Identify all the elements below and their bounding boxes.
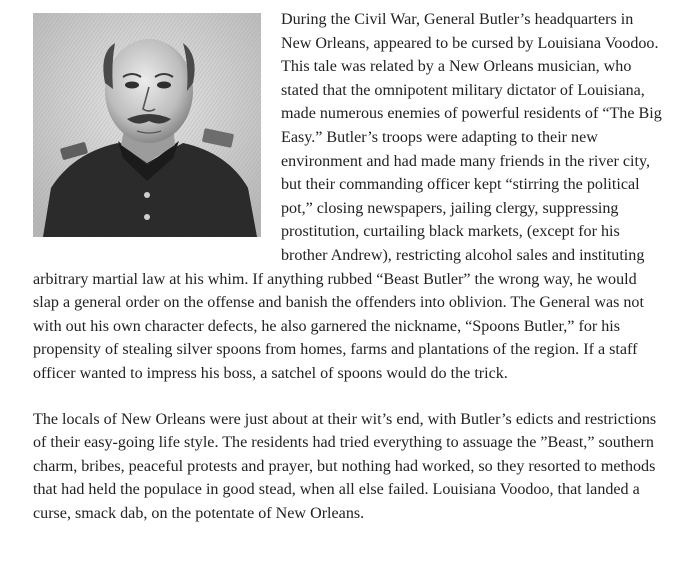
paragraph-2: The locals of New Orleans were just about at their wit’s end, with Butler’s edicts and restrictions of their easy-going life style. The residents had tried everything to assuage the ”Beast,” southern charm, bribes, peaceful protests and prayer, but nothing had worked, so they resorted to methods that had held the populace in good stead, when all else failed. Louisiana Voodoo, that landed a curse, smack dab, on the potentate of New Orleans. — [33, 410, 657, 522]
portrait-illustration — [33, 13, 261, 237]
engraved-portrait-image — [33, 13, 261, 237]
article-body — [33, 8, 663, 547]
paragraph-1: During the Civil War, General Butler’s headquarters in New Orleans, appeared to be cursed by Louisiana Voodoo. This tale was related by a New Orleans musician, who stated that the omnipotent military dictator of Louisiana, made numerous enemies of powerful residents of “The Big Easy.” Butler’s troops were adapting to their new environment and had made many friends in the river city, but their commanding officer kept “stirring the political pot,” closing newspapers, jailing clergy, suppressing prostitution, curtailing black markets, (except for his brother Andrew), restricting alcohol sales and instituting arbitrary martial law at his whim. If anything rubbed “Beast Butler” the wrong way, he would slap a general order on the offense and banish the offenders into oblivion. The General was not with out his own character defects, he also garnered the nickname, “Spoons Butler,” for his propensity of stealing silver spoons from homes, farms and plantations of the region. If a staff officer wanted to impress his boss, a satchel of spoons would do the trick. — [33, 11, 662, 382]
